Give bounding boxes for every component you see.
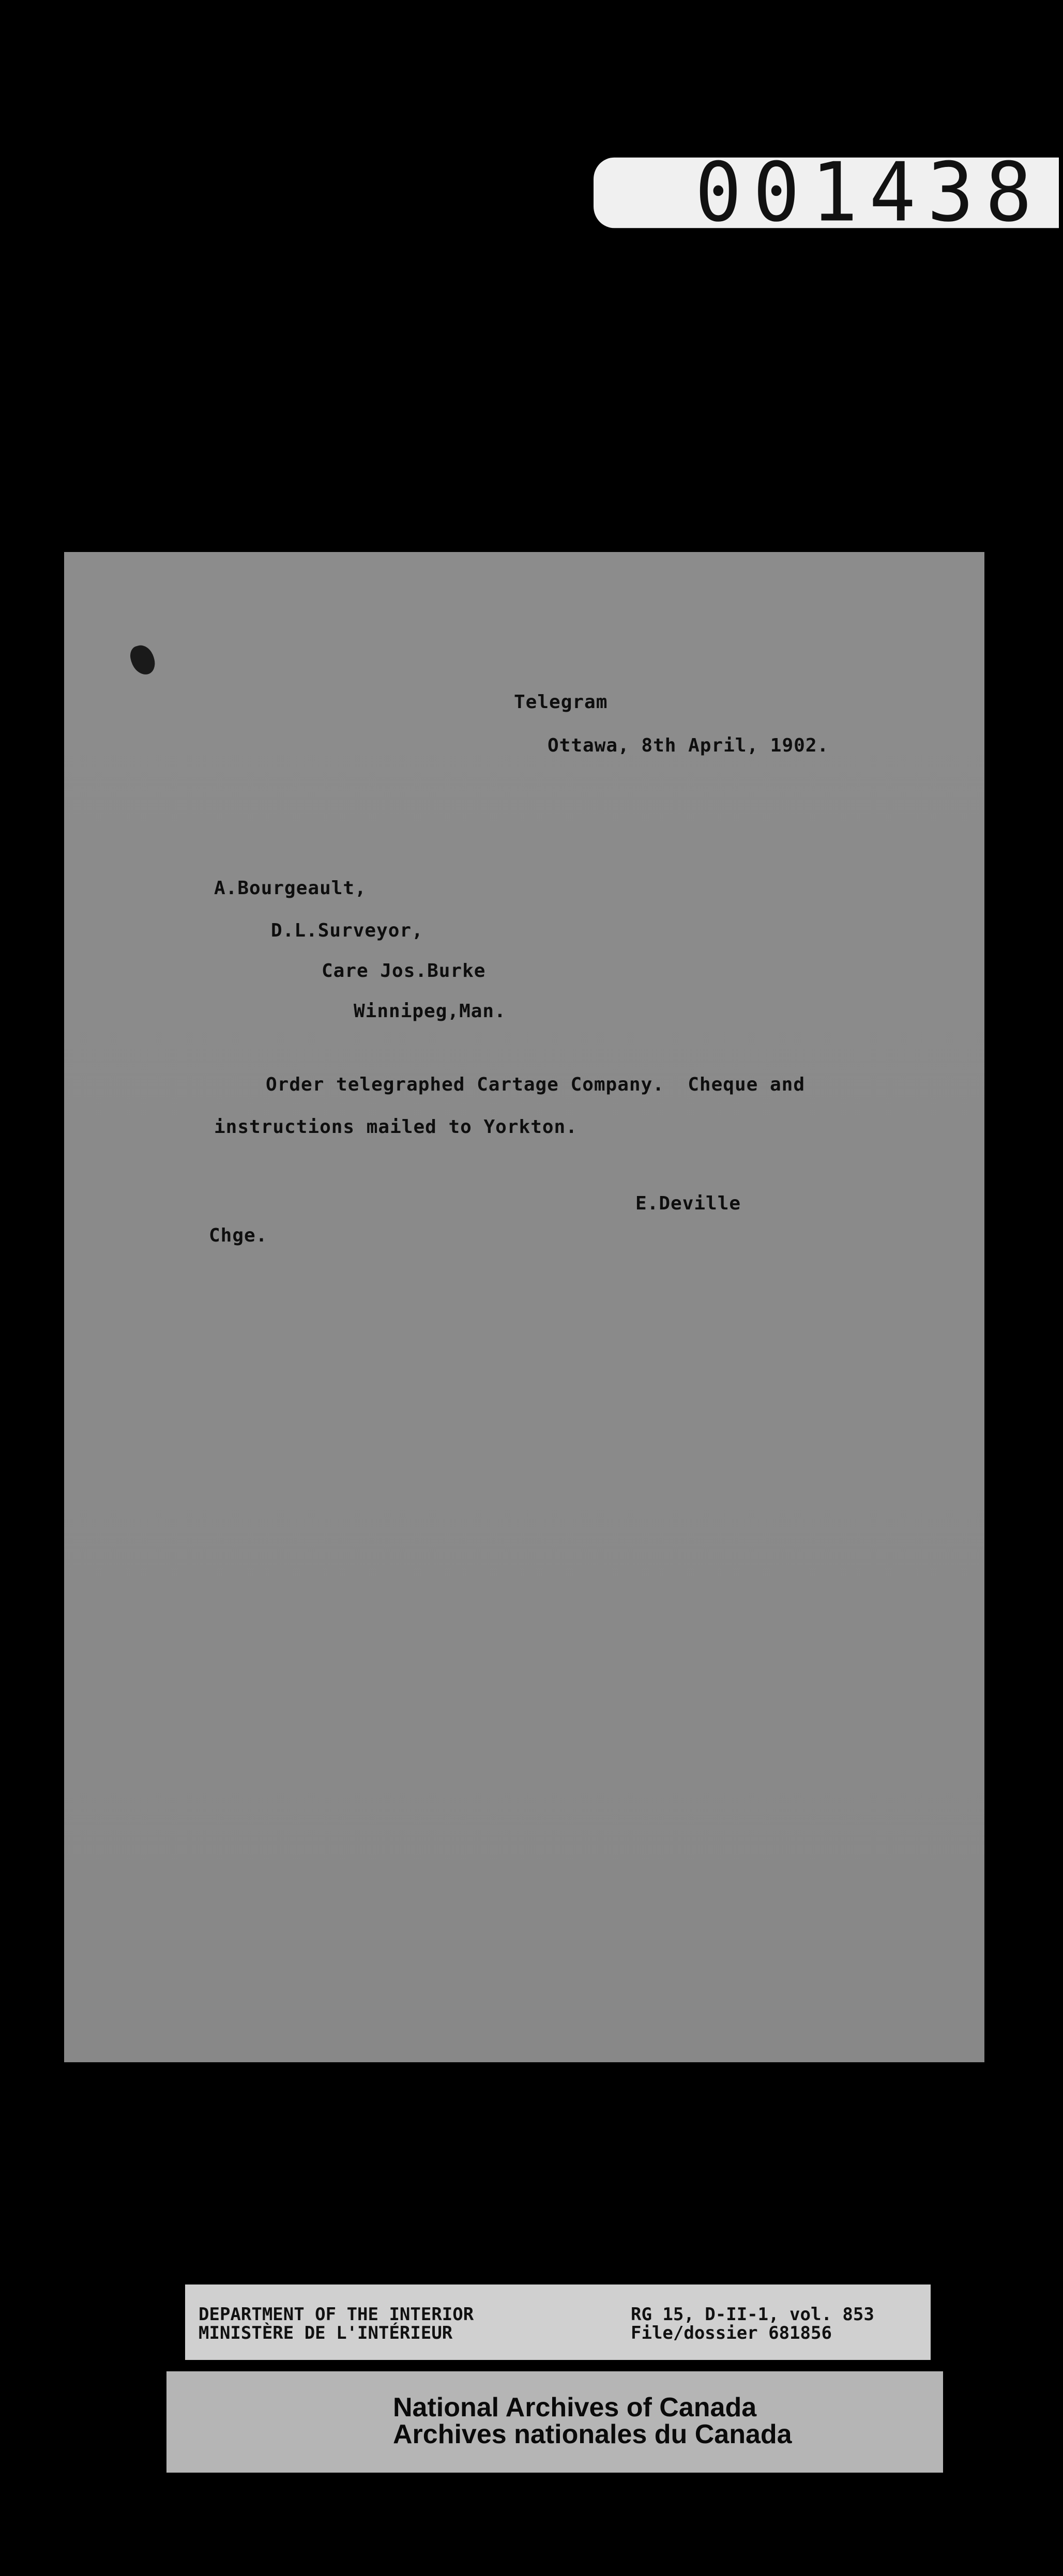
file-number: File/dossier 681856 xyxy=(631,2323,832,2343)
archive-name-fr: Archives nationales du Canada xyxy=(393,2419,792,2449)
date-line: Ottawa, 8th April, 1902. xyxy=(548,735,829,756)
frame-number: 001438 xyxy=(594,158,1059,228)
body-line: Order telegraphed Cartage Company. Cheque and xyxy=(266,1074,805,1095)
file-reference-block xyxy=(631,2305,874,2342)
archive-strip xyxy=(166,2371,943,2473)
address-line: D.L.Surveyor, xyxy=(271,920,423,941)
telegram-document xyxy=(64,552,984,2062)
address-line: Winnipeg,Man. xyxy=(354,1001,506,1022)
archive-name-en: National Archives of Canada xyxy=(393,2393,757,2422)
signature: E.Deville xyxy=(635,1193,741,1214)
reference-strip xyxy=(185,2284,931,2360)
department-block xyxy=(199,2305,474,2342)
address-line: Care Jos.Burke xyxy=(322,960,486,982)
document-heading: Telegram xyxy=(514,692,608,713)
record-group: RG 15, D-II-1, vol. 853 xyxy=(631,2304,874,2325)
ink-blot xyxy=(128,642,158,677)
department-fr: MINISTÈRE DE L'INTÉRIEUR xyxy=(199,2323,453,2343)
address-line: A.Bourgeault, xyxy=(214,878,367,899)
body-line: instructions mailed to Yorkton. xyxy=(214,1116,578,1138)
department-en: DEPARTMENT OF THE INTERIOR xyxy=(199,2304,474,2325)
charge-note: Chge. xyxy=(209,1225,268,1246)
